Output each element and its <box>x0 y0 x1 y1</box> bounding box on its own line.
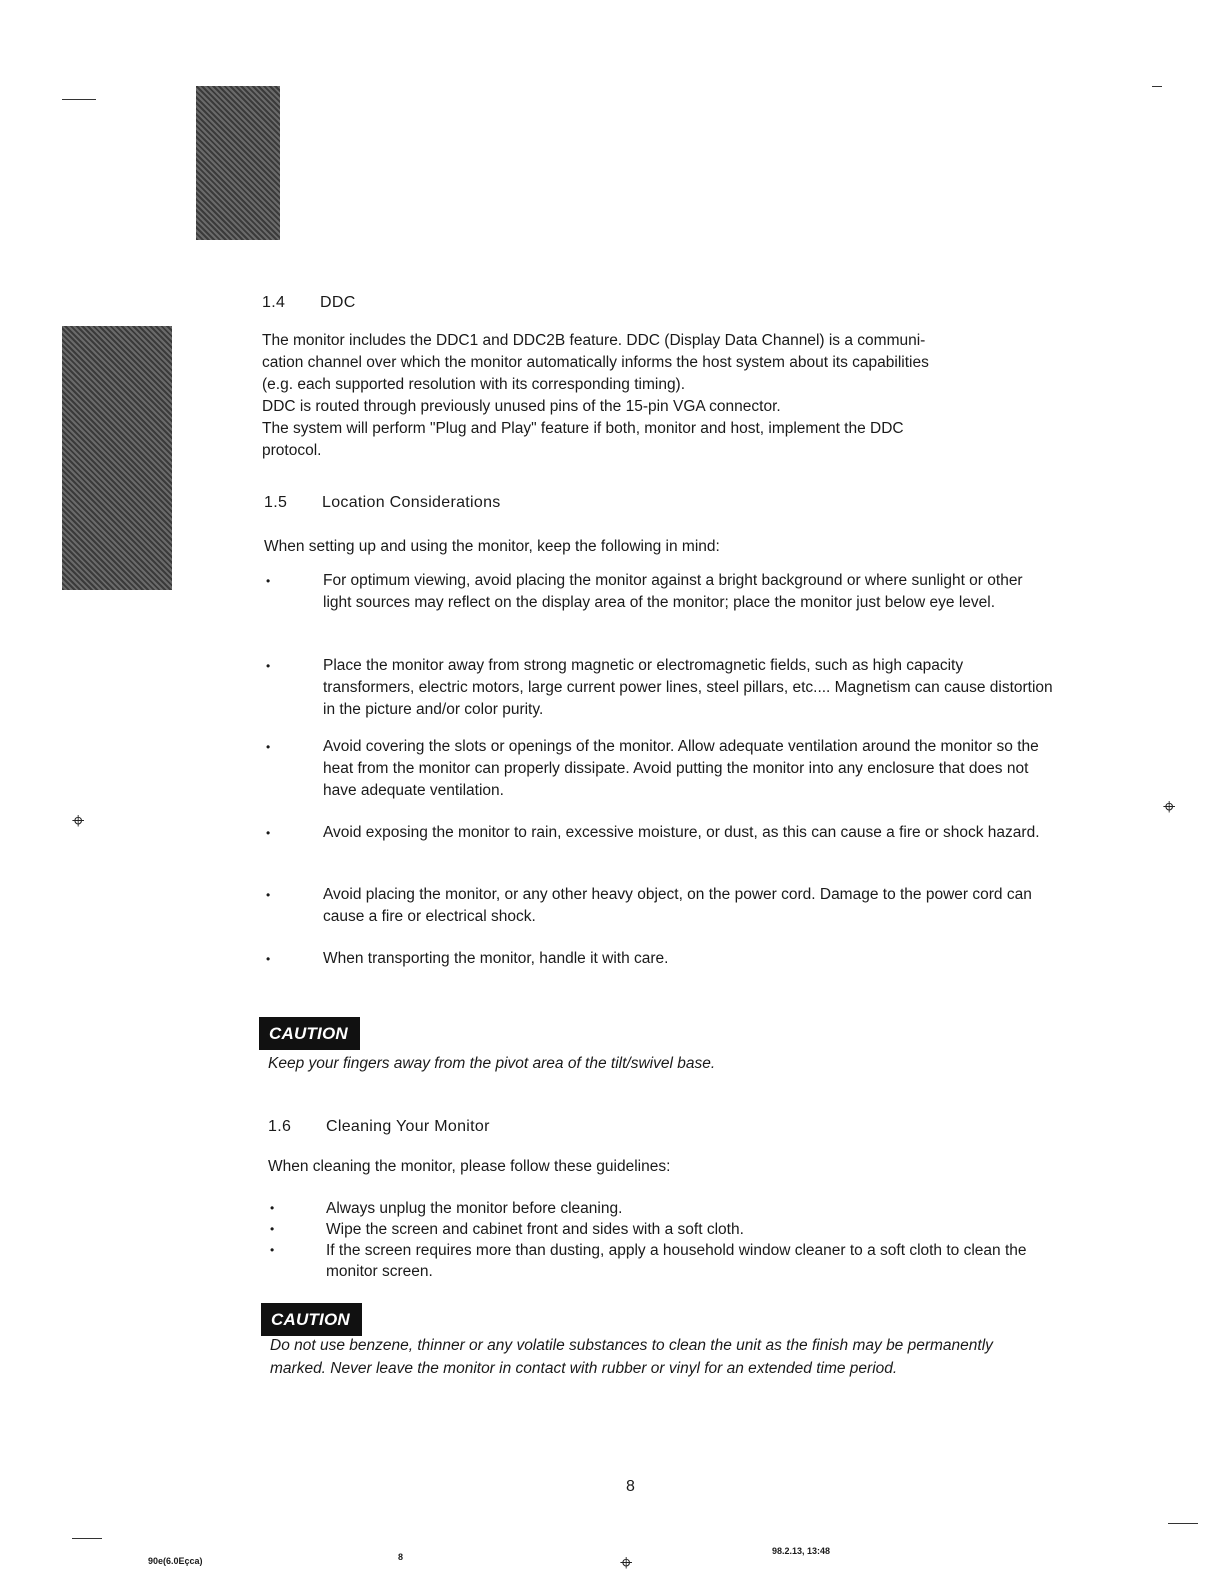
ddc-line: The monitor includes the DDC1 and DDC2B feature. DDC (Display Data Channel) is a communi- <box>262 332 926 349</box>
section-heading-location <box>264 494 501 512</box>
list-item-text: Always unplug the monitor before cleaning. <box>326 1200 623 1217</box>
crop-mark-bottom-right <box>1168 1523 1198 1524</box>
ddc-line: protocol. <box>262 442 322 459</box>
crop-mark-top-left <box>62 99 96 100</box>
location-intro: When setting up and using the monitor, keep the following in mind: <box>264 538 720 555</box>
section-title: DDC <box>320 294 356 311</box>
section-heading-ddc <box>262 294 356 312</box>
crop-mark-top-right <box>1152 86 1162 87</box>
registration-mark-right: ⌖ <box>1163 794 1176 819</box>
footer-middle: 8 <box>398 1552 404 1562</box>
list-item-text: If the screen requires more than dusting, apply a household window cleaner to a soft cloth to clean the monitor screen. <box>326 1242 1027 1280</box>
list-item-text: Avoid exposing the monitor to rain, excessive moisture, or dust, as this can cause a fire or shock hazard. <box>323 824 1040 841</box>
caution-text: Do not use benzene, thinner or any volatile substances to clean the unit as the finish may be permanently marked. Never leave the monitor in contact with rubber or vinyl for an extended time period. <box>270 1337 993 1377</box>
bullet-icon: • <box>266 826 271 840</box>
list-item-text: For optimum viewing, avoid placing the monitor against a bright background or where sunlight or other light sources may reflect on the display area of the monitor; place the monitor just below eye level. <box>323 572 1023 611</box>
cleaning-intro: When cleaning the monitor, please follow these guidelines: <box>268 1158 671 1175</box>
bullet-icon: • <box>270 1201 275 1215</box>
section-title: Cleaning Your Monitor <box>326 1118 490 1135</box>
section-number: 1.5 <box>264 494 288 511</box>
footer-right: 98.2.13, 13:48 <box>772 1546 831 1556</box>
section-number: 1.6 <box>268 1118 292 1135</box>
list-item-text: Wipe the screen and cabinet front and sides with a soft cloth. <box>326 1221 744 1238</box>
list-item-text: Place the monitor away from strong magnetic or electromagnetic fields, such as high capacity transformers, electric motors, large current power lines, steel pillars, etc.... Magnetism can cause distortion in the picture and/or color purity. <box>323 657 1053 718</box>
page-number: 8 <box>626 1478 635 1495</box>
ddc-paragraph <box>262 330 1042 462</box>
bullet-icon: • <box>266 659 271 673</box>
bullet-icon: • <box>266 740 271 754</box>
scan-artifact-side <box>62 326 172 590</box>
caution-text: Keep your fingers away from the pivot area of the tilt/swivel base. <box>268 1055 716 1072</box>
scan-artifact-top <box>196 86 280 240</box>
bullet-icon: • <box>266 888 271 902</box>
registration-mark-left: ⌖ <box>72 808 85 833</box>
list-item-text: Avoid covering the slots or openings of the monitor. Allow adequate ventilation around the monitor so the heat from the monitor can properly dissipate. Avoid putting the monitor into any enclosure that does not have adequate ventilation. <box>323 738 1039 799</box>
list-item-text: When transporting the monitor, handle it with care. <box>323 950 669 967</box>
ddc-line: (e.g. each supported resolution with its corresponding timing). <box>262 376 686 393</box>
caution-badge: CAUTION <box>261 1303 362 1336</box>
section-title: Location Considerations <box>322 494 501 511</box>
bullet-icon: • <box>266 574 271 588</box>
bullet-icon: • <box>270 1222 275 1236</box>
section-number: 1.4 <box>262 294 286 311</box>
footer-left: 90e(6.0Eçca) <box>148 1556 203 1566</box>
caution-badge: CAUTION <box>259 1017 360 1050</box>
registration-mark-bottom: ⌖ <box>620 1550 633 1575</box>
section-heading-cleaning <box>268 1118 490 1136</box>
bullet-icon: • <box>270 1243 275 1257</box>
list-item-text: Avoid placing the monitor, or any other heavy object, on the power cord. Damage to the power cord can cause a fire or electrical shock. <box>323 886 1032 925</box>
crop-mark-bottom-left <box>72 1538 102 1539</box>
ddc-line: The system will perform "Plug and Play" feature if both, monitor and host, implement the DDC <box>262 420 904 437</box>
bullet-icon: • <box>266 952 271 966</box>
ddc-line: cation channel over which the monitor automatically informs the host system about its capabilities <box>262 354 929 371</box>
ddc-line: DDC is routed through previously unused pins of the 15-pin VGA connector. <box>262 398 781 415</box>
